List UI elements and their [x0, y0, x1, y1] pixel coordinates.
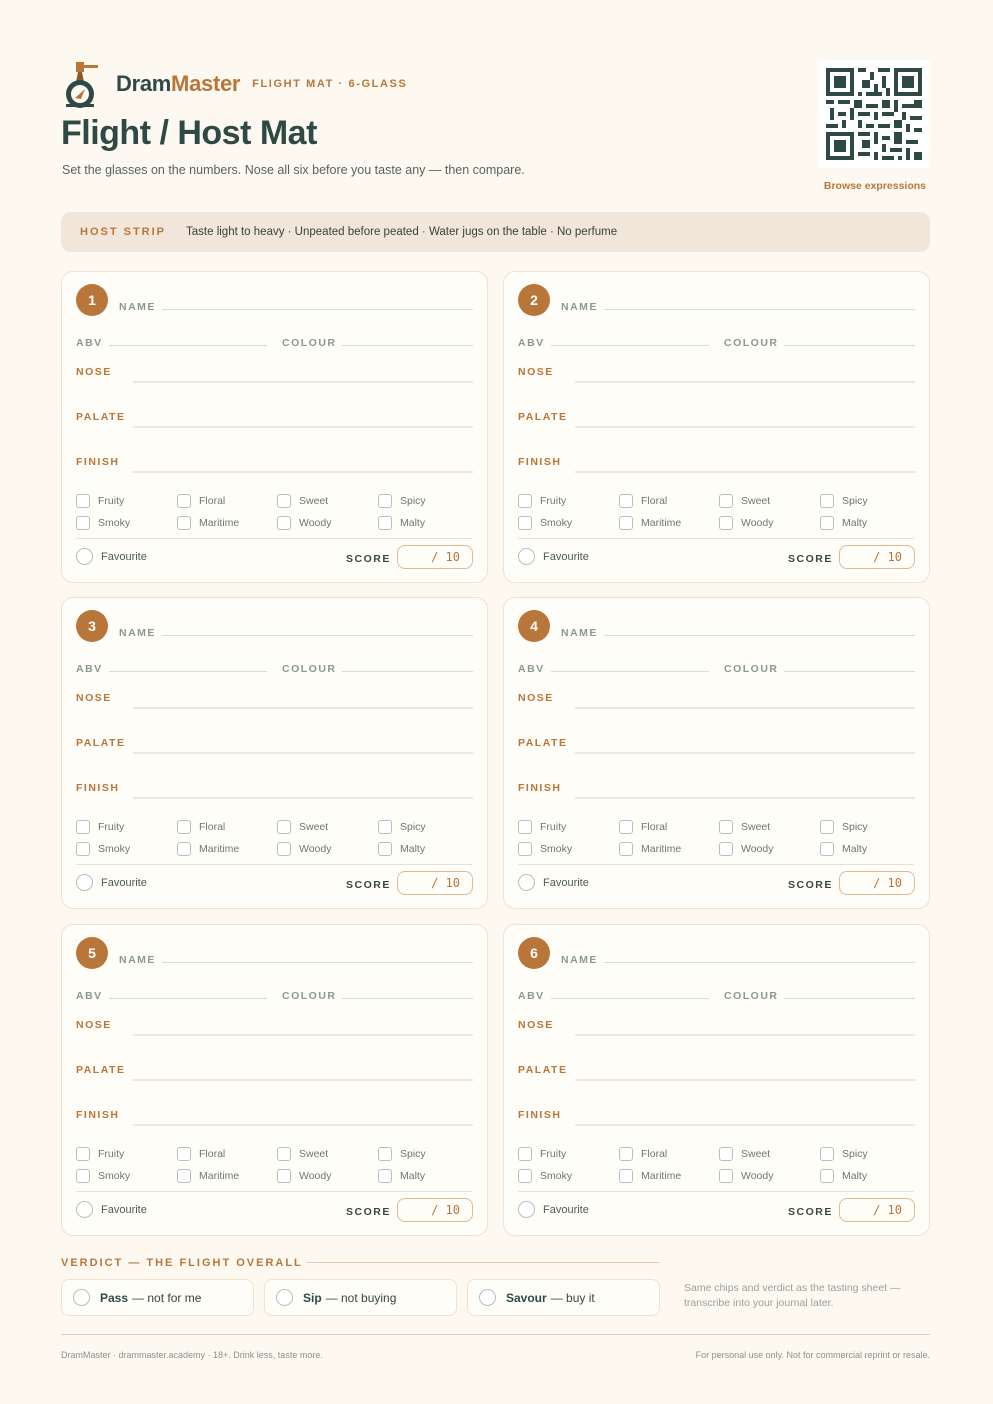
chip-label: Malty [400, 517, 426, 529]
chip-maritime[interactable] [619, 1169, 681, 1183]
checkbox-icon[interactable] [619, 1169, 633, 1183]
finish-label: FINISH [76, 456, 120, 468]
chip-sweet[interactable] [719, 820, 770, 834]
checkbox-icon[interactable] [378, 1147, 392, 1161]
chip-sweet[interactable] [719, 494, 770, 508]
name-field[interactable] [604, 309, 915, 310]
name-field[interactable] [604, 635, 915, 636]
name-label: NAME [119, 954, 156, 966]
footer-left: DramMaster · drammaster.academy · 18+. Drink less, taste more. [61, 1350, 323, 1360]
chip-label: Woody [299, 843, 332, 855]
name-field[interactable] [162, 962, 473, 963]
radio-icon[interactable] [76, 874, 93, 891]
favourite-toggle[interactable] [76, 1201, 147, 1218]
name-label: NAME [561, 627, 598, 639]
chip-label: Smoky [540, 517, 573, 529]
chip-spicy[interactable] [378, 820, 426, 834]
palate-label: PALATE [76, 411, 126, 423]
chip-label: Malty [400, 843, 426, 855]
checkbox-icon[interactable] [518, 820, 532, 834]
name-label: NAME [561, 301, 598, 313]
qr-caption[interactable]: Browse expressions [823, 180, 926, 192]
finish-label: FINISH [76, 782, 120, 794]
finish-label: FINISH [518, 456, 562, 468]
checkbox-icon[interactable] [76, 1169, 90, 1183]
checkbox-icon[interactable] [719, 516, 733, 530]
card-divider [76, 538, 472, 539]
name-field[interactable] [162, 635, 473, 636]
card-divider [76, 1191, 472, 1192]
chip-label: Floral [641, 821, 668, 833]
favourite-label: Favourite [101, 550, 147, 563]
abv-label: ABV [76, 663, 103, 675]
score-label: SCORE [788, 553, 833, 565]
chip-label: Maritime [641, 517, 682, 529]
palate-label: PALATE [76, 737, 126, 749]
chip-smoky[interactable] [76, 842, 130, 856]
favourite-label: Favourite [101, 876, 147, 889]
chip-label: Maritime [641, 1170, 682, 1182]
chip-floral[interactable] [619, 494, 667, 508]
nose-label: NOSE [518, 692, 554, 704]
glass-number: 2 [518, 284, 550, 316]
chip-fruity[interactable] [76, 820, 124, 834]
chip-label: Spicy [400, 495, 426, 507]
checkbox-icon[interactable] [619, 1147, 633, 1161]
favourite-label: Favourite [543, 550, 589, 563]
colour-label: COLOUR [282, 990, 337, 1002]
abv-label: ABV [518, 663, 545, 675]
chip-spicy[interactable] [378, 494, 426, 508]
chip-floral[interactable] [177, 820, 225, 834]
score-label: SCORE [346, 1206, 391, 1218]
checkbox-icon[interactable] [820, 1147, 834, 1161]
checkbox-icon[interactable] [177, 1169, 191, 1183]
chip-malty[interactable] [820, 1169, 867, 1183]
checkbox-icon[interactable] [277, 494, 291, 508]
chip-label: Sweet [299, 495, 329, 507]
palate-label: PALATE [76, 1064, 126, 1076]
checkbox-icon[interactable] [820, 494, 834, 508]
colour-label: COLOUR [282, 337, 337, 349]
qr-code[interactable] [818, 60, 930, 168]
finish-label: FINISH [518, 1109, 562, 1121]
chip-floral[interactable] [177, 1147, 225, 1161]
radio-icon[interactable] [518, 874, 535, 891]
colour-field[interactable] [342, 345, 473, 346]
palate-label: PALATE [518, 737, 568, 749]
chip-label: Fruity [98, 821, 125, 833]
chip-label: Smoky [540, 1170, 573, 1182]
host-strip-text: Taste light to heavy · Unpeated before peated · Water jugs on the table · No perfume [186, 226, 618, 238]
colour-field[interactable] [342, 671, 473, 672]
score-input[interactable]: / 10 [839, 545, 915, 569]
chip-smoky[interactable] [518, 842, 572, 856]
name-field[interactable] [162, 309, 473, 310]
abv-field[interactable] [109, 345, 267, 346]
footer-divider [61, 1334, 930, 1335]
still-logo-icon [62, 58, 106, 110]
chip-woody[interactable] [277, 1169, 332, 1183]
chip-spicy[interactable] [820, 1147, 868, 1161]
checkbox-icon[interactable] [277, 820, 291, 834]
chip-label: Spicy [842, 1148, 868, 1160]
checkbox-icon[interactable] [719, 820, 733, 834]
verdict-option-text: — buy it [550, 1290, 595, 1305]
chip-label: Smoky [98, 517, 131, 529]
checkbox-icon[interactable] [619, 494, 633, 508]
glass-number: 4 [518, 610, 550, 642]
chip-malty[interactable] [820, 842, 867, 856]
chip-label: Malty [842, 517, 868, 529]
finish-field[interactable] [575, 471, 915, 473]
palate-field[interactable] [133, 426, 473, 428]
verdict-option-sip[interactable] [264, 1279, 457, 1316]
checkbox-icon[interactable] [518, 842, 532, 856]
abv-label: ABV [518, 990, 545, 1002]
checkbox-icon[interactable] [518, 494, 532, 508]
checkbox-icon[interactable] [277, 842, 291, 856]
chip-fruity[interactable] [76, 494, 124, 508]
chip-malty[interactable] [378, 516, 425, 530]
radio-icon[interactable] [76, 1201, 93, 1218]
chip-malty[interactable] [820, 516, 867, 530]
colour-field[interactable] [784, 345, 915, 346]
finish-field[interactable] [133, 1124, 473, 1126]
checkbox-icon[interactable] [378, 842, 392, 856]
chip-smoky[interactable] [518, 516, 572, 530]
nose-field[interactable] [133, 707, 473, 709]
radio-icon[interactable] [73, 1289, 90, 1306]
chip-woody[interactable] [719, 842, 774, 856]
chip-label: Fruity [98, 495, 125, 507]
page-title: Flight / Host Mat [61, 114, 317, 152]
page-description: Set the glasses on the numbers. Nose all six before you taste any — then compare. [62, 163, 525, 177]
colour-label: COLOUR [282, 663, 337, 675]
card-divider [518, 864, 914, 865]
score-input[interactable]: / 10 [397, 1198, 473, 1222]
checkbox-icon[interactable] [518, 1169, 532, 1183]
checkbox-icon[interactable] [719, 842, 733, 856]
palate-field[interactable] [575, 752, 915, 754]
colour-field[interactable] [784, 998, 915, 999]
chip-label: Woody [299, 517, 332, 529]
nose-label: NOSE [518, 1019, 554, 1031]
checkbox-icon[interactable] [277, 1147, 291, 1161]
checkbox-icon[interactable] [277, 516, 291, 530]
qr-code-icon [826, 68, 922, 160]
name-field[interactable] [604, 962, 915, 963]
favourite-toggle[interactable] [518, 874, 589, 891]
glass-card [503, 924, 930, 1236]
favourite-label: Favourite [101, 1203, 147, 1216]
verdict-option-savour[interactable] [467, 1279, 660, 1316]
chip-smoky[interactable] [518, 1169, 572, 1183]
abv-field[interactable] [109, 998, 267, 999]
chip-label: Malty [842, 843, 868, 855]
chip-label: Floral [199, 1148, 226, 1160]
name-label: NAME [119, 301, 156, 313]
favourite-toggle[interactable] [76, 874, 147, 891]
nose-label: NOSE [76, 366, 112, 378]
chip-woody[interactable] [277, 842, 332, 856]
checkbox-icon[interactable] [619, 820, 633, 834]
glass-card [61, 597, 488, 909]
chip-woody[interactable] [719, 516, 774, 530]
chip-label: Smoky [98, 1170, 131, 1182]
nose-label: NOSE [76, 692, 112, 704]
name-label: NAME [119, 627, 156, 639]
nose-field[interactable] [133, 1034, 473, 1036]
checkbox-icon[interactable] [177, 1147, 191, 1161]
verdict-option-strong: Sip [303, 1290, 322, 1305]
chip-label: Woody [741, 517, 774, 529]
chip-label: Sweet [741, 1148, 771, 1160]
verdict-option-strong: Savour [506, 1290, 547, 1305]
chip-fruity[interactable] [518, 494, 566, 508]
palate-label: PALATE [518, 1064, 568, 1076]
checkbox-icon[interactable] [518, 1147, 532, 1161]
chip-woody[interactable] [277, 516, 332, 530]
nose-label: NOSE [76, 1019, 112, 1031]
glass-card [61, 271, 488, 583]
score-label: SCORE [346, 879, 391, 891]
chip-label: Floral [199, 821, 226, 833]
favourite-toggle[interactable] [518, 548, 589, 565]
chip-label: Fruity [540, 495, 567, 507]
chip-fruity[interactable] [518, 1147, 566, 1161]
verdict-label: VERDICT — THE FLIGHT OVERALL [61, 1257, 303, 1269]
chip-label: Malty [400, 1170, 426, 1182]
glass-number: 1 [76, 284, 108, 316]
checkbox-icon[interactable] [177, 494, 191, 508]
chip-smoky[interactable] [76, 1169, 130, 1183]
glass-number: 6 [518, 937, 550, 969]
chip-maritime[interactable] [177, 1169, 239, 1183]
score-label: SCORE [346, 553, 391, 565]
checkbox-icon[interactable] [719, 1147, 733, 1161]
checkbox-icon[interactable] [619, 842, 633, 856]
verdict-option-text: — not buying [325, 1290, 397, 1305]
chip-label: Fruity [540, 1148, 567, 1160]
verdict-option-text: — not for me [132, 1290, 202, 1305]
nose-label: NOSE [518, 366, 554, 378]
chip-label: Spicy [400, 1148, 426, 1160]
chip-label: Maritime [641, 843, 682, 855]
chip-malty[interactable] [378, 1169, 425, 1183]
checkbox-icon[interactable] [76, 820, 90, 834]
checkbox-icon[interactable] [76, 842, 90, 856]
radio-icon[interactable] [76, 548, 93, 565]
checkbox-icon[interactable] [820, 1169, 834, 1183]
glass-card [61, 924, 488, 1236]
score-label: SCORE [788, 1206, 833, 1218]
chip-label: Fruity [540, 821, 567, 833]
nose-field[interactable] [575, 381, 915, 383]
radio-icon[interactable] [518, 1201, 535, 1218]
abv-field[interactable] [109, 671, 267, 672]
score-label: SCORE [788, 879, 833, 891]
chip-sweet[interactable] [277, 494, 328, 508]
footer-right: For personal use only. Not for commercial reprint or resale. [695, 1350, 930, 1360]
colour-label: COLOUR [724, 337, 779, 349]
brand [62, 58, 407, 110]
chip-fruity[interactable] [518, 820, 566, 834]
chip-label: Sweet [741, 821, 771, 833]
checkbox-icon[interactable] [76, 494, 90, 508]
chip-label: Spicy [400, 821, 426, 833]
brand-tagline: FLIGHT MAT · 6-GLASS [252, 78, 408, 90]
nose-field[interactable] [575, 707, 915, 709]
radio-icon[interactable] [479, 1289, 496, 1306]
chip-maritime[interactable] [177, 842, 239, 856]
glass-card [503, 271, 930, 583]
card-divider [518, 1191, 914, 1192]
checkbox-icon[interactable] [277, 1169, 291, 1183]
chip-malty[interactable] [378, 842, 425, 856]
checkbox-icon[interactable] [76, 516, 90, 530]
checkbox-icon[interactable] [820, 820, 834, 834]
colour-label: COLOUR [724, 990, 779, 1002]
colour-field[interactable] [342, 998, 473, 999]
chip-sweet[interactable] [277, 820, 328, 834]
name-label: NAME [561, 954, 598, 966]
chip-spicy[interactable] [378, 1147, 426, 1161]
abv-label: ABV [76, 990, 103, 1002]
chip-label: Fruity [98, 1148, 125, 1160]
chip-maritime[interactable] [619, 516, 681, 530]
chip-spicy[interactable] [820, 494, 868, 508]
palate-field[interactable] [133, 752, 473, 754]
chip-label: Woody [741, 1170, 774, 1182]
chip-spicy[interactable] [820, 820, 868, 834]
checkbox-icon[interactable] [378, 820, 392, 834]
checkbox-icon[interactable] [177, 842, 191, 856]
checkbox-icon[interactable] [177, 516, 191, 530]
verdict-divider [306, 1262, 660, 1263]
chip-sweet[interactable] [277, 1147, 328, 1161]
score-input[interactable]: / 10 [397, 545, 473, 569]
palate-field[interactable] [133, 1079, 473, 1081]
chip-label: Floral [641, 495, 668, 507]
chip-label: Malty [842, 1170, 868, 1182]
nose-field[interactable] [575, 1034, 915, 1036]
abv-field[interactable] [551, 671, 709, 672]
chip-label: Maritime [199, 843, 240, 855]
chip-label: Sweet [299, 821, 329, 833]
chip-label: Smoky [98, 843, 131, 855]
chip-floral[interactable] [619, 820, 667, 834]
chip-label: Sweet [299, 1148, 329, 1160]
verdict-option-pass[interactable] [61, 1279, 254, 1316]
chip-label: Maritime [199, 1170, 240, 1182]
colour-field[interactable] [784, 671, 915, 672]
palate-field[interactable] [575, 426, 915, 428]
abv-label: ABV [518, 337, 545, 349]
card-divider [76, 864, 472, 865]
checkbox-icon[interactable] [719, 1169, 733, 1183]
glass-number: 3 [76, 610, 108, 642]
palate-label: PALATE [518, 411, 568, 423]
glass-card [503, 597, 930, 909]
radio-icon[interactable] [518, 548, 535, 565]
abv-label: ABV [76, 337, 103, 349]
favourite-label: Favourite [543, 1203, 589, 1216]
chip-label: Woody [299, 1170, 332, 1182]
chip-floral[interactable] [619, 1147, 667, 1161]
chip-label: Floral [199, 495, 226, 507]
brand-name: DramMaster [116, 71, 241, 96]
checkbox-icon[interactable] [619, 516, 633, 530]
host-strip-label: HOST STRIP [80, 226, 167, 238]
finish-field[interactable] [133, 471, 473, 473]
chip-label: Sweet [741, 495, 771, 507]
score-input[interactable]: / 10 [839, 871, 915, 895]
favourite-toggle[interactable] [76, 548, 147, 565]
finish-label: FINISH [518, 782, 562, 794]
chip-label: Smoky [540, 843, 573, 855]
checkbox-icon[interactable] [820, 842, 834, 856]
colour-label: COLOUR [724, 663, 779, 675]
finish-label: FINISH [76, 1109, 120, 1121]
nose-field[interactable] [133, 381, 473, 383]
checkbox-icon[interactable] [518, 516, 532, 530]
verdict-option-strong: Pass [100, 1290, 129, 1305]
checkbox-icon[interactable] [378, 494, 392, 508]
chip-smoky[interactable] [76, 516, 130, 530]
abv-field[interactable] [551, 345, 709, 346]
chip-label: Maritime [199, 517, 240, 529]
radio-icon[interactable] [276, 1289, 293, 1306]
verdict-note: Same chips and verdict as the tasting sheet — transcribe into your journal later. [684, 1282, 901, 1309]
chip-sweet[interactable] [719, 1147, 770, 1161]
score-input[interactable]: / 10 [839, 1198, 915, 1222]
glass-number: 5 [76, 937, 108, 969]
chip-floral[interactable] [177, 494, 225, 508]
finish-field[interactable] [575, 797, 915, 799]
score-input[interactable]: / 10 [397, 871, 473, 895]
abv-field[interactable] [551, 998, 709, 999]
checkbox-icon[interactable] [76, 1147, 90, 1161]
chip-fruity[interactable] [76, 1147, 124, 1161]
checkbox-icon[interactable] [177, 820, 191, 834]
checkbox-icon[interactable] [719, 494, 733, 508]
card-divider [518, 538, 914, 539]
chip-woody[interactable] [719, 1169, 774, 1183]
checkbox-icon[interactable] [820, 516, 834, 530]
favourite-label: Favourite [543, 876, 589, 889]
palate-field[interactable] [575, 1079, 915, 1081]
chip-label: Floral [641, 1148, 668, 1160]
chip-maritime[interactable] [177, 516, 239, 530]
host-strip [61, 212, 930, 252]
chip-label: Spicy [842, 821, 868, 833]
chip-maritime[interactable] [619, 842, 681, 856]
finish-field[interactable] [133, 797, 473, 799]
finish-field[interactable] [575, 1124, 915, 1126]
checkbox-icon[interactable] [378, 516, 392, 530]
favourite-toggle[interactable] [518, 1201, 589, 1218]
checkbox-icon[interactable] [378, 1169, 392, 1183]
chip-label: Woody [741, 843, 774, 855]
chip-label: Spicy [842, 495, 868, 507]
